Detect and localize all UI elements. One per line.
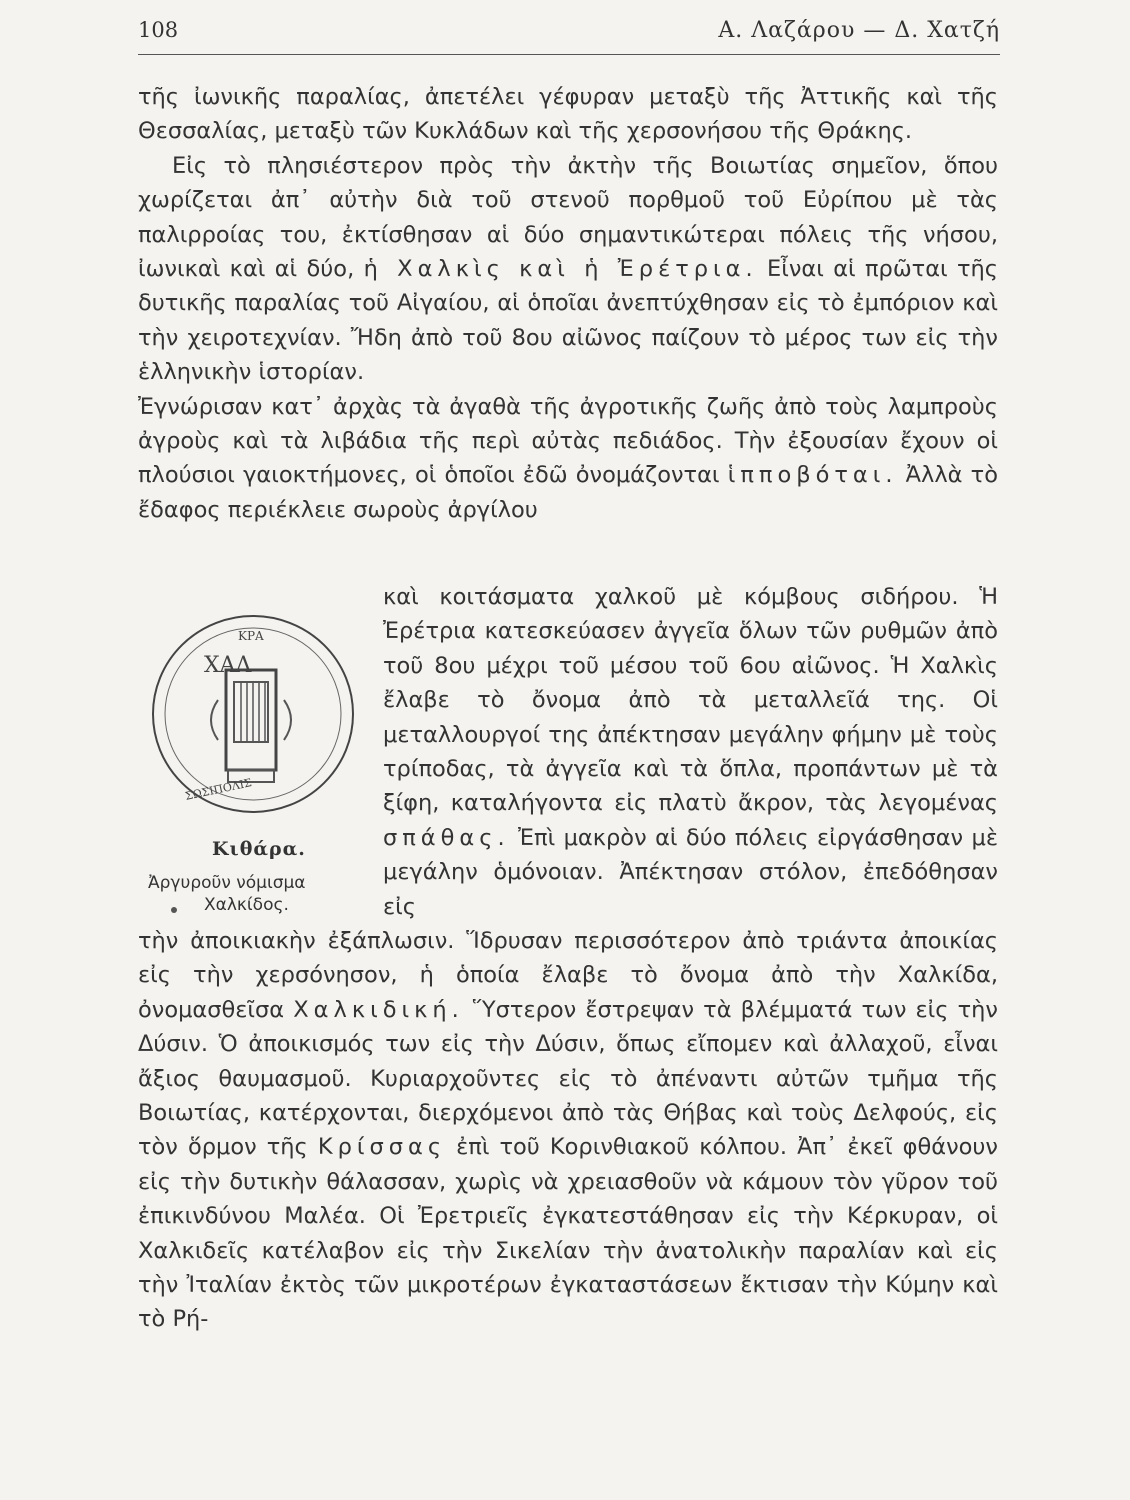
paragraph-2 <box>138 149 998 390</box>
hippobotai-spaced: ἱπποβόται. <box>727 462 898 489</box>
ink-speck <box>171 907 177 913</box>
city-names-spaced: ἡ Χαλκὶς καὶ ἡ Ἐρέτρια. <box>363 256 758 283</box>
body-text-upper <box>138 80 998 527</box>
coin-illustration <box>146 610 361 820</box>
caption-line-1: Ἀργυροῦν νόμισμα <box>148 873 306 893</box>
paragraph-2-text-b: Εἶναι αἱ πρῶται τῆς δυτικῆς παραλίας τοῦ Αἰγαίου, αἱ ὁποῖαι ἀνεπτύχθησαν εἰς τὸ ἐμπόριον καὶ τὴν χειροτεχνίαν. Ἤδη ἀπὸ τοῦ 8ου αἰῶνος παίζουν τὸ μέρος των εἰς τὴν ἑλληνικὴν ἱστορίαν. <box>138 256 998 386</box>
coin-legend-top: ΚΡΑ <box>238 629 264 643</box>
paragraph-3-text-a: Ἐγνώρισαν κατ᾿ ἀρχὰς τὰ ἀγαθὰ τῆς ἀγροτικῆς ζωῆς ἀπὸ τοὺς λαμπροὺς ἀγροὺς καὶ τὰ λιβάδια τῆς περὶ αὐτὰς πεδιάδος. Τὴν ἐξουσίαν ἔχουν οἱ πλούσιοι γαιοκτήμονες, οἱ ὁποῖοι ἐδῶ ὀνομάζονται <box>138 393 998 489</box>
coin-figure <box>140 590 376 930</box>
running-head: Α. Λαζάρου — Δ. Χατζή <box>718 18 1000 43</box>
paragraph-3 <box>138 390 998 528</box>
paragraph-3-text-b: Ἀλλὰ τὸ ἔδαφος περιέκλειε σωροὺς ἀργίλου <box>138 462 998 523</box>
paragraph-1 <box>138 80 998 149</box>
coin-legend-left: ΧΑΛ <box>204 653 252 678</box>
caption-line-2: Χαλκίδος. <box>204 895 289 915</box>
page-header <box>138 14 1000 55</box>
paragraph-1-text: τῆς ἰωνικῆς παραλίας, ἀπετέλει γέφυραν μεταξὺ τῆς Ἀττικῆς καὶ τῆς Θεσσαλίας, μεταξὺ τῶν Κυκλάδων καὶ τῆς χερσονήσου τῆς Θράκης. <box>138 84 998 145</box>
krisas-spaced: Κρίσσας <box>317 1134 447 1161</box>
spathas-spaced: σπάθας. <box>383 824 510 851</box>
wrapped-text-b: Ἐπὶ μακρὸν αἱ δύο πόλεις εἰργάσθησαν μὲ μεγάλην ὁμόνοιαν. Ἀπέκτησαν στόλον, ἐπεδόθησαν εἰς <box>383 824 999 920</box>
caption-title: Κιθάρα. <box>212 838 306 860</box>
body-text-wrapped <box>383 580 998 924</box>
paragraph-2-text-a: Εἰς τὸ πλησιέστερον πρὸς τὴν ἀκτὴν τῆς Βοιωτίας σημεῖον, ὅπου χωρίζεται ἀπ᾿ αὐτὴν διὰ τοῦ στενοῦ πορθμοῦ τοῦ Εὐρίπου μὲ τὰς παλιρροίας του, ἐκτίσθησαν αἱ δύο σημαντικώτεραι πόλεις τῆς νήσου, ἰωνικαὶ καὶ αἱ δύο, <box>138 152 998 283</box>
lower-text-b: Ὕστερον ἔστρεψαν τὰ βλέμματά των εἰς τὴν Δύσιν. Ὁ ἀποικισμός των εἰς τὴν Δύσιν, ὅπως εἴπομεν καὶ ἀλλαχοῦ, εἶναι ἄξιος θαυμασμοῦ. Κυριαρχοῦντες εἰς τὸ ἀπέναντι αὐτῶν τμῆμα τῆς Βοιωτίας, κατέρχονται, διερχόμενοι ἀπὸ τὰς Θήβας καὶ τοὺς Δελφούς, εἰς τὸν ὅρμον τῆς <box>138 996 998 1161</box>
wrapped-text-a: καὶ κοιτάσματα χαλκοῦ μὲ κόμβους σιδήρου. Ἡ Ἐρέτρια κατεσκεύασεν ἀγγεῖα ὅλων τῶν ρυθμῶν ἀπὸ τοῦ 8ου μέχρι τοῦ μέσου τοῦ 6ου αἰῶνος. Ἡ Χαλκὶς ἔλαβε τὸ ὄνομα ἀπὸ τὰ μεταλλεῖά της. Οἱ μεταλλουργοί της ἀπέκτησαν μεγάλην φήμην μὲ τοὺς τρίποδας, τὰ ἀγγεῖα καὶ τὰ ὅπλα, προπάντων μὲ τὰ ξίφη, καταλήγοντα εἰς πλατὺ ἄκρον, τὰς λεγομένας <box>383 584 998 817</box>
page-number: 108 <box>138 18 179 42</box>
chalkidiki-spaced: Χαλκιδική. <box>293 996 464 1023</box>
body-text-lower <box>138 924 998 1337</box>
coin-legend-bottom: ΣΩΣΙΠΟΛΙΣ <box>183 776 253 803</box>
lower-text-c: ἐπὶ τοῦ Κορινθιακοῦ κόλπου. Ἀπ᾿ ἐκεῖ φθάνουν εἰς τὴν δυτικὴν θάλασσαν, χωρὶς νὰ χρειασθοῦν νὰ κάμουν τὸν γῦρον τοῦ ἐπικινδύνου Μαλέα. Οἱ Ἐρετριεῖς ἐγκατεστάθησαν εἰς τὴν Κέρκυραν, οἱ Χαλκιδεῖς κατέλαβον εἰς τὴν Σικελίαν τὴν ἀνατολικὴν παραλίαν καὶ εἰς τὴν Ἰταλίαν ἐκτὸς τῶν μικροτέρων ἐγκαταστάσεων ἔκτισαν τὴν Κύμην καὶ τὸ Ρή- <box>138 1134 998 1333</box>
lower-text-a: τὴν ἀποικιακὴν ἐξάπλωσιν. Ἵδρυσαν περισσότερον ἀπὸ τριάντα ἀποικίας εἰς τὴν χερσόνησον, ἡ ὁποία ἔλαβε τὸ ὄνομα ἀπὸ τὴν Χαλκίδα, ὀνομασθεῖσα <box>138 928 998 1023</box>
